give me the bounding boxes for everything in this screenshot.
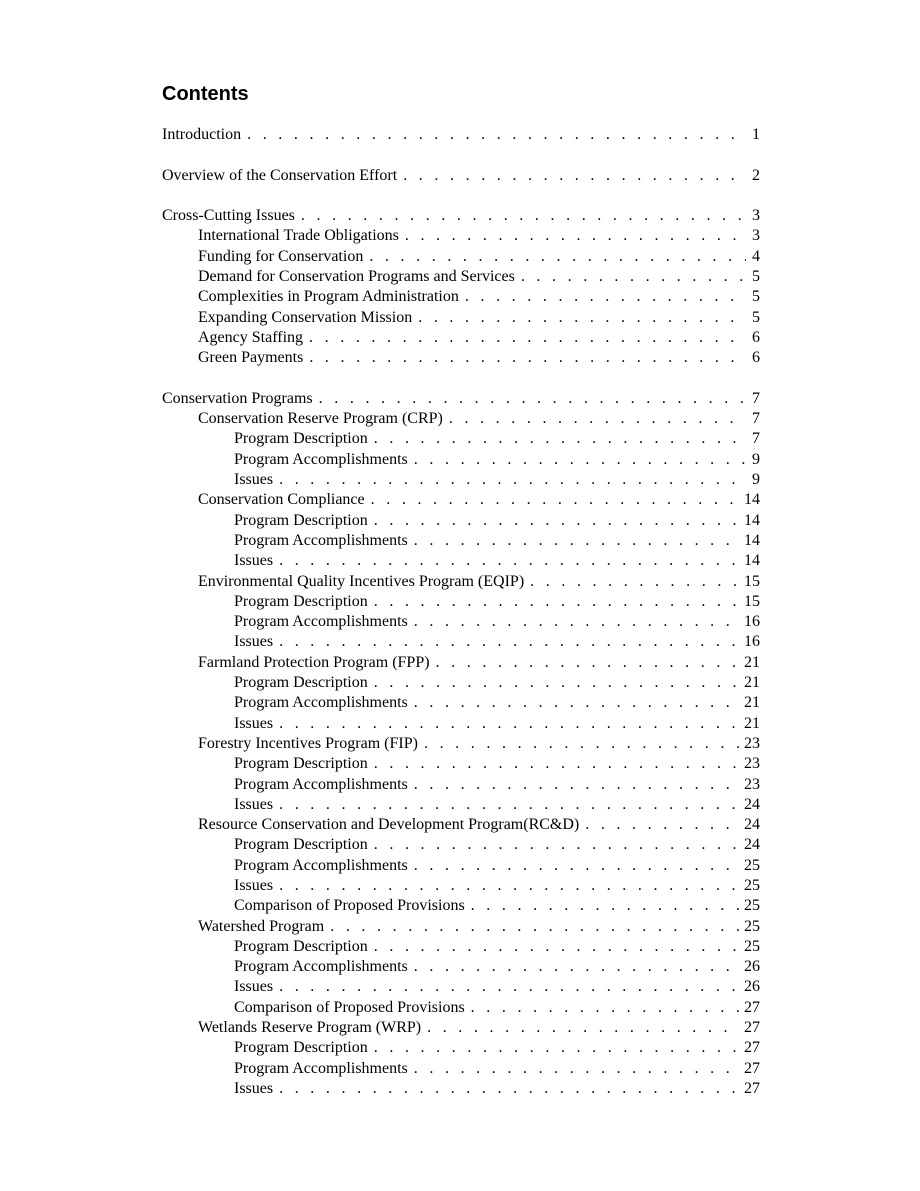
toc-entry-page-number: 16 xyxy=(744,633,760,651)
toc-entry[interactable] xyxy=(162,835,760,855)
toc-entry-label: Program Description xyxy=(234,1039,368,1057)
toc-entry-label: Issues xyxy=(234,978,274,996)
dot-leader xyxy=(279,795,740,815)
dot-leader xyxy=(530,572,740,592)
toc-entry[interactable] xyxy=(162,511,760,531)
toc-entry-page-number: 9 xyxy=(752,450,760,468)
dot-leader xyxy=(374,592,740,612)
toc-entry[interactable] xyxy=(162,409,760,429)
toc-entry-page-number: 7 xyxy=(752,430,760,448)
dot-leader xyxy=(279,470,746,490)
dot-leader xyxy=(279,876,740,896)
toc-entry-label: Comparison of Proposed Provisions xyxy=(234,998,465,1016)
toc-entry-label: Program Description xyxy=(234,511,368,529)
toc-entry-page-number: 5 xyxy=(752,268,760,286)
toc-entry[interactable] xyxy=(162,450,760,470)
toc-entry-label: Program Description xyxy=(234,430,368,448)
dot-leader xyxy=(414,775,740,795)
toc-entry[interactable] xyxy=(162,714,760,734)
dot-leader xyxy=(371,490,740,510)
toc-entry-page-number: 24 xyxy=(744,816,760,834)
toc-entry-label: Issues xyxy=(234,714,274,732)
dot-leader xyxy=(414,612,740,632)
dot-leader xyxy=(424,734,740,754)
dot-leader xyxy=(279,977,740,997)
toc-entry-label: Issues xyxy=(234,552,274,570)
toc-entry[interactable] xyxy=(162,1059,760,1079)
toc-entry[interactable] xyxy=(162,267,760,287)
toc-entry[interactable] xyxy=(162,328,760,348)
toc-entry-label: Program Accomplishments xyxy=(234,775,408,793)
dot-leader xyxy=(414,856,740,876)
dot-leader xyxy=(414,1059,740,1079)
dot-leader xyxy=(471,998,740,1018)
toc-entry-label: Funding for Conservation xyxy=(198,247,364,265)
toc-entry-label: Green Payments xyxy=(198,349,304,367)
toc-entry[interactable] xyxy=(162,815,760,835)
dot-leader xyxy=(374,1038,740,1058)
toc-entry[interactable] xyxy=(162,957,760,977)
toc-entry-page-number: 25 xyxy=(744,876,760,894)
toc-entry-label: Complexities in Program Administration xyxy=(198,288,459,306)
toc-entry[interactable] xyxy=(162,734,760,754)
contents-heading: Contents xyxy=(162,83,249,105)
toc-entry-page-number: 6 xyxy=(752,328,760,346)
toc-entry-label: Program Accomplishments xyxy=(234,856,408,874)
toc-entry-page-number: 1 xyxy=(752,126,760,143)
toc-entry-label: Overview of the Conservation Effort xyxy=(162,166,398,184)
toc-entry-page-number: 3 xyxy=(752,227,760,245)
toc-entry-page-number: 14 xyxy=(744,552,760,570)
dot-leader xyxy=(369,247,746,267)
toc-entry-page-number: 25 xyxy=(744,937,760,955)
toc-entry-label: Program Accomplishments xyxy=(234,613,408,631)
toc-entry[interactable] xyxy=(162,226,760,246)
toc-entry-page-number: 5 xyxy=(752,308,760,326)
toc-entry[interactable] xyxy=(162,896,760,916)
toc-entry-label: Program Description xyxy=(234,836,368,854)
toc-entry-label: Program Accomplishments xyxy=(234,958,408,976)
toc-entry[interactable] xyxy=(162,287,760,307)
toc-entry-page-number: 25 xyxy=(744,856,760,874)
toc-entry-label: Program Accomplishments xyxy=(234,450,408,468)
toc-entry-page-number: 24 xyxy=(744,795,760,813)
dot-leader xyxy=(374,511,740,531)
toc-entry[interactable] xyxy=(162,389,760,409)
toc-entry[interactable] xyxy=(162,775,760,795)
toc-entry[interactable] xyxy=(162,348,760,368)
dot-leader xyxy=(374,754,740,774)
toc-entry[interactable] xyxy=(162,531,760,551)
dot-leader xyxy=(279,714,740,734)
toc-entry-page-number: 7 xyxy=(752,389,760,407)
toc-entry-label: Program Description xyxy=(234,592,368,610)
toc-entry-page-number: 6 xyxy=(752,349,760,367)
toc-entry[interactable] xyxy=(162,795,760,815)
dot-leader xyxy=(374,429,746,449)
dot-leader xyxy=(405,226,746,246)
dot-leader xyxy=(471,896,740,916)
toc-entry-page-number: 5 xyxy=(752,288,760,306)
toc-entry-page-number: 21 xyxy=(744,714,760,732)
toc-entry-page-number: 21 xyxy=(744,653,760,671)
toc-entry[interactable] xyxy=(162,1038,760,1058)
toc-entry[interactable] xyxy=(162,166,760,186)
toc-entry-label: Issues xyxy=(234,795,274,813)
toc-entry[interactable] xyxy=(162,876,760,896)
toc-entry-label: Farmland Protection Program (FPP) xyxy=(198,653,430,671)
dot-leader xyxy=(279,551,740,571)
toc-entry[interactable] xyxy=(162,592,760,612)
toc-entry-page-number: 27 xyxy=(744,1039,760,1057)
toc-entry-label: Program Description xyxy=(234,755,368,773)
toc-entry-label: Program Accomplishments xyxy=(234,531,408,549)
toc-entry[interactable] xyxy=(162,429,760,449)
toc-entry[interactable] xyxy=(162,612,760,632)
dot-leader xyxy=(374,673,740,693)
toc-entry-page-number: 16 xyxy=(744,613,760,631)
dot-leader xyxy=(319,389,746,409)
dot-leader xyxy=(521,267,746,287)
toc-entry[interactable] xyxy=(162,551,760,571)
dot-leader xyxy=(414,957,740,977)
toc-entry[interactable] xyxy=(162,917,760,937)
toc-entry-page-number: 15 xyxy=(744,572,760,590)
toc-entry-label: Issues xyxy=(234,1079,274,1097)
toc-entry-page-number: 3 xyxy=(752,207,760,225)
dot-leader xyxy=(465,287,746,307)
toc-entry-page-number: 2 xyxy=(752,166,760,184)
toc-entry-page-number: 23 xyxy=(744,734,760,752)
toc-entry-label: Wetlands Reserve Program (WRP) xyxy=(198,1019,422,1037)
dot-leader xyxy=(301,206,746,226)
toc-entry-page-number: 25 xyxy=(744,917,760,935)
toc-entry-page-number: 15 xyxy=(744,592,760,610)
toc-entry-label: Program Description xyxy=(234,674,368,692)
toc-entry-page-number: 23 xyxy=(744,755,760,773)
dot-leader xyxy=(247,125,746,145)
toc-entry-page-number: 27 xyxy=(744,1059,760,1077)
dot-leader xyxy=(427,1018,740,1038)
dot-leader xyxy=(436,653,740,673)
toc-entry-label: Forestry Incentives Program (FIP) xyxy=(198,734,418,752)
dot-leader xyxy=(414,693,740,713)
toc-entry-label: Introduction xyxy=(162,126,242,143)
toc-entry-page-number: 9 xyxy=(752,471,760,489)
toc-entry-label: Program Description xyxy=(234,937,368,955)
toc-entry[interactable] xyxy=(162,490,760,510)
toc-entry-label: Cross-Cutting Issues xyxy=(162,207,295,225)
dot-leader xyxy=(418,308,746,328)
toc-entry-page-number: 27 xyxy=(744,998,760,1016)
toc-entry-label: Conservation Compliance xyxy=(198,491,365,509)
toc-entry-page-number: 14 xyxy=(744,531,760,549)
toc-entry[interactable] xyxy=(162,206,760,226)
dot-leader xyxy=(330,917,740,937)
table-of-contents xyxy=(162,125,760,1099)
toc-entry-label: Environmental Quality Incentives Program (EQIP) xyxy=(198,572,525,590)
toc-entry-label: Comparison of Proposed Provisions xyxy=(234,897,465,915)
toc-entry-label: Issues xyxy=(234,471,274,489)
toc-entry[interactable] xyxy=(162,937,760,957)
toc-entry[interactable] xyxy=(162,125,760,145)
toc-entry-page-number: 23 xyxy=(744,775,760,793)
dot-leader xyxy=(414,531,740,551)
dot-leader xyxy=(309,348,746,368)
dot-leader xyxy=(414,450,746,470)
toc-entry-page-number: 27 xyxy=(744,1079,760,1097)
toc-entry-label: Resource Conservation and Development Program(RC&D) xyxy=(198,816,580,834)
toc-entry[interactable] xyxy=(162,1079,760,1099)
toc-entry[interactable] xyxy=(162,1018,760,1038)
toc-entry[interactable] xyxy=(162,754,760,774)
toc-entry[interactable] xyxy=(162,247,760,267)
toc-entry-label: Conservation Programs xyxy=(162,389,313,407)
dot-leader xyxy=(279,1079,740,1099)
dot-leader xyxy=(449,409,746,429)
toc-entry[interactable] xyxy=(162,998,760,1018)
dot-leader xyxy=(374,835,740,855)
toc-entry-page-number: 26 xyxy=(744,958,760,976)
toc-entry-label: International Trade Obligations xyxy=(198,227,399,245)
toc-entry-page-number: 14 xyxy=(744,491,760,509)
toc-entry-page-number: 14 xyxy=(744,511,760,529)
toc-entry[interactable] xyxy=(162,632,760,652)
toc-entry-label: Conservation Reserve Program (CRP) xyxy=(198,410,443,428)
dot-leader xyxy=(309,328,746,348)
toc-entry[interactable] xyxy=(162,856,760,876)
toc-entry-label: Demand for Conservation Programs and Services xyxy=(198,268,515,286)
toc-entry[interactable] xyxy=(162,653,760,673)
toc-entry-label: Program Accomplishments xyxy=(234,1059,408,1077)
toc-entry-label: Watershed Program xyxy=(198,917,325,935)
toc-entry-label: Issues xyxy=(234,633,274,651)
dot-leader xyxy=(403,166,746,186)
toc-entry-page-number: 27 xyxy=(744,1019,760,1037)
toc-entry-page-number: 21 xyxy=(744,674,760,692)
dot-leader xyxy=(279,632,740,652)
toc-entry-page-number: 21 xyxy=(744,694,760,712)
toc-entry-page-number: 24 xyxy=(744,836,760,854)
toc-entry[interactable] xyxy=(162,470,760,490)
toc-entry[interactable] xyxy=(162,308,760,328)
toc-entry-page-number: 4 xyxy=(752,247,760,265)
toc-entry-page-number: 26 xyxy=(744,978,760,996)
toc-entry[interactable] xyxy=(162,673,760,693)
dot-leader xyxy=(585,815,740,835)
dot-leader xyxy=(374,937,740,957)
toc-entry-label: Program Accomplishments xyxy=(234,694,408,712)
toc-entry[interactable] xyxy=(162,977,760,997)
toc-entry-label: Expanding Conservation Mission xyxy=(198,308,413,326)
toc-entry-page-number: 25 xyxy=(744,897,760,915)
toc-entry-label: Issues xyxy=(234,876,274,894)
toc-entry[interactable] xyxy=(162,693,760,713)
toc-entry-label: Agency Staffing xyxy=(198,328,304,346)
toc-entry-page-number: 7 xyxy=(752,410,760,428)
toc-entry[interactable] xyxy=(162,572,760,592)
